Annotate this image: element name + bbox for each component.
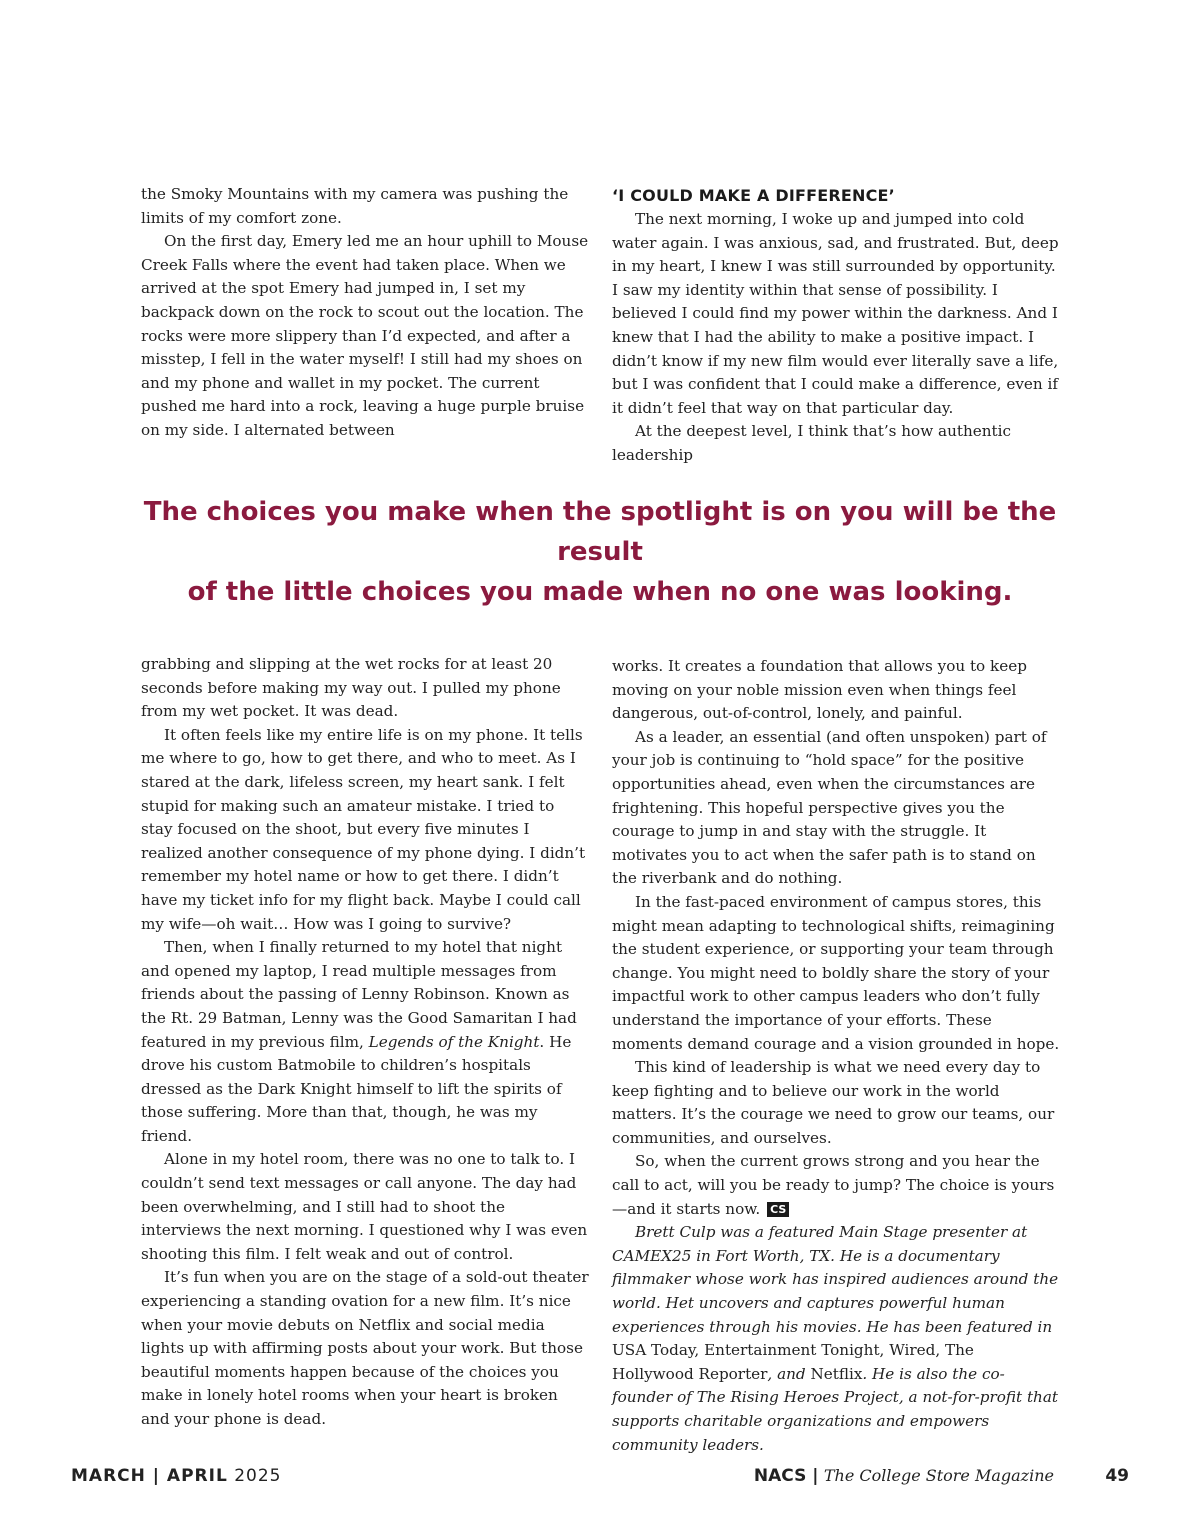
footer-publication bbox=[754, 1466, 1054, 1486]
end-mark-icon: CS bbox=[767, 1202, 789, 1217]
paragraph: the Smoky Mountains with my camera was pushing the limits of my comfort zone. bbox=[141, 185, 569, 227]
paragraph: grabbing and slipping at the wet rocks for at least 20 seconds before making my way out. I pulled my phone from my wet pocket. It was dead. bbox=[141, 655, 561, 721]
paragraph: As a leader, an essential (and often unspoken) part of your job is continuing to “hold space” for the positive opportunities ahead, even when the circumstances are frightening. This hopeful perspective gives you the courage to jump in and stay with the struggle. It motivates you to act when the safer path is to stand on the riverbank and do nothing. bbox=[612, 727, 1047, 888]
top-left-column bbox=[141, 183, 589, 443]
org-name: NACS | bbox=[753, 1466, 819, 1486]
footer-issue bbox=[71, 1466, 281, 1486]
bottom-left-column bbox=[141, 653, 589, 1432]
pull-quote bbox=[100, 492, 1100, 612]
paragraph bbox=[141, 936, 589, 1148]
paragraph: It often feels like my entire life is on my phone. It tells me where to go, how to get there, and who to meet. As I stared at the dark, lifeless screen, my heart sank. I felt stupid for making such an amateur mistake. I tried to stay focused on the shoot, but every five minutes I realized another consequence of my phone dying. I didn’t remember my hotel name or how to get there. I didn’t have my ticket info for my flight back. Maybe I could call my wife—oh wait… How was I going to survive? bbox=[141, 725, 586, 933]
paragraph: At the deepest level, I think that’s how authentic leadership bbox=[612, 422, 1011, 464]
paragraph bbox=[612, 1150, 1060, 1221]
publication-list: USA Today, Entertainment Tonight, Wired, The Hollywood Reporter bbox=[612, 1341, 974, 1383]
organization: The Rising Heroes Project bbox=[696, 1388, 899, 1407]
text: Then, when I finally returned to my hotel that night and opened my laptop, I read multiple messages from friends about the passing of Lenny Robinson. Known as the Rt. 29 Batman, Lenny was the Good Samaritan I had featured in my previous film, bbox=[141, 938, 577, 1051]
text: So, when the current grows strong and you hear the call to act, will you be ready to jump? The choice is yours—and it starts now. bbox=[612, 1152, 1055, 1218]
paragraph: works. It creates a foundation that allows you to keep moving on your noble mission even when things feel dangerous, out-of-control, lonely, and painful. bbox=[612, 657, 1027, 723]
magazine-title: The College Store Magazine bbox=[823, 1466, 1054, 1485]
pull-quote-line: The choices you make when the spotlight is on you will be the result bbox=[143, 497, 1057, 567]
page-number: 49 bbox=[1105, 1466, 1129, 1486]
film-title: Legends of the Knight bbox=[368, 1032, 540, 1051]
text: . He is also the co-founder of bbox=[612, 1364, 1005, 1407]
paragraph: This kind of leadership is what we need every day to keep fighting and to believe our work in the world matters. It’s the courage we need to grow our teams, our communities, and ourselves. bbox=[612, 1058, 1055, 1147]
top-right-column bbox=[612, 183, 1060, 468]
paragraph: On the first day, Emery led me an hour uphill to Mouse Creek Falls where the event had taken place. When we arrived at the spot Emery had jumped in, I set my backpack down on the rock to scout out the location. The rocks were more slippery than I’d expected, and after a misstep, I fell in the water myself! I still had my shoes on and my phone and wallet in my pocket. The current pushed me hard into a rock, leaving a huge purple bruise on my side. I alternated between bbox=[141, 232, 589, 439]
issue-year: 2025 bbox=[234, 1466, 282, 1486]
bottom-right-column bbox=[612, 655, 1060, 1457]
paragraph: Alone in my hotel room, there was no one to talk to. I couldn’t send text messages or call anyone. The day had been overwhelming, and I still had to shoot the interviews the next morning. I questioned why I was even shooting this film. I felt weak and out of control. bbox=[141, 1150, 588, 1263]
text: , and bbox=[767, 1364, 806, 1383]
paragraph: In the fast-paced environment of campus stores, this might mean adapting to technological shifts, reimagining the student experience, or supporting your team through change. You might need to boldly share the story of your impactful work to other campus leaders who don’t fully understand the importance of your efforts. These moments demand courage and a vision grounded in hope. bbox=[612, 892, 1060, 1053]
text: , a not-for-profit that supports charitable organizations and empowers community leaders. bbox=[612, 1388, 1058, 1454]
issue-months: MARCH | APRIL bbox=[71, 1466, 228, 1486]
text: . He drove his custom Batmobile to children’s hospitals dressed as the Dark Knight himself to lift the spirits of those suffering. More than that, though, he was my friend. bbox=[141, 1032, 572, 1145]
paragraph: The next morning, I woke up and jumped into cold water again. I was anxious, sad, and frustrated. But, deep in my heart, I knew I was still surrounded by opportunity. I saw my identity within that sense of possibility. I believed I could find my power within the darkness. And I knew that I had the ability to make a positive impact. I didn’t know if my new film would ever literally save a life, but I was confident that I could make a difference, even if it didn’t feel that way on that particular day. bbox=[612, 210, 1059, 417]
section-heading: ‘I COULD MAKE A DIFFERENCE’ bbox=[612, 186, 895, 205]
pull-quote-line: of the little choices you made when no one was looking. bbox=[187, 577, 1013, 607]
text: Brett Culp was a featured Main Stage presenter at CAMEX25 in Fort Worth, TX. He is a documentary filmmaker whose work has inspired audiences around the world. Het uncovers and captures powerful human experiences through his movies. He has been featured in bbox=[612, 1223, 1059, 1336]
publication: Netflix bbox=[810, 1364, 863, 1383]
paragraph: It’s fun when you are on the stage of a sold-out theater experiencing a standing ovation for a new film. It’s nice when your movie debuts on Netflix and social media lights up with affirming posts about your work. But those beautiful moments happen because of the choices you make in lonely hotel rooms when your heart is broken and your phone is dead. bbox=[141, 1268, 589, 1428]
author-bio bbox=[612, 1221, 1060, 1457]
